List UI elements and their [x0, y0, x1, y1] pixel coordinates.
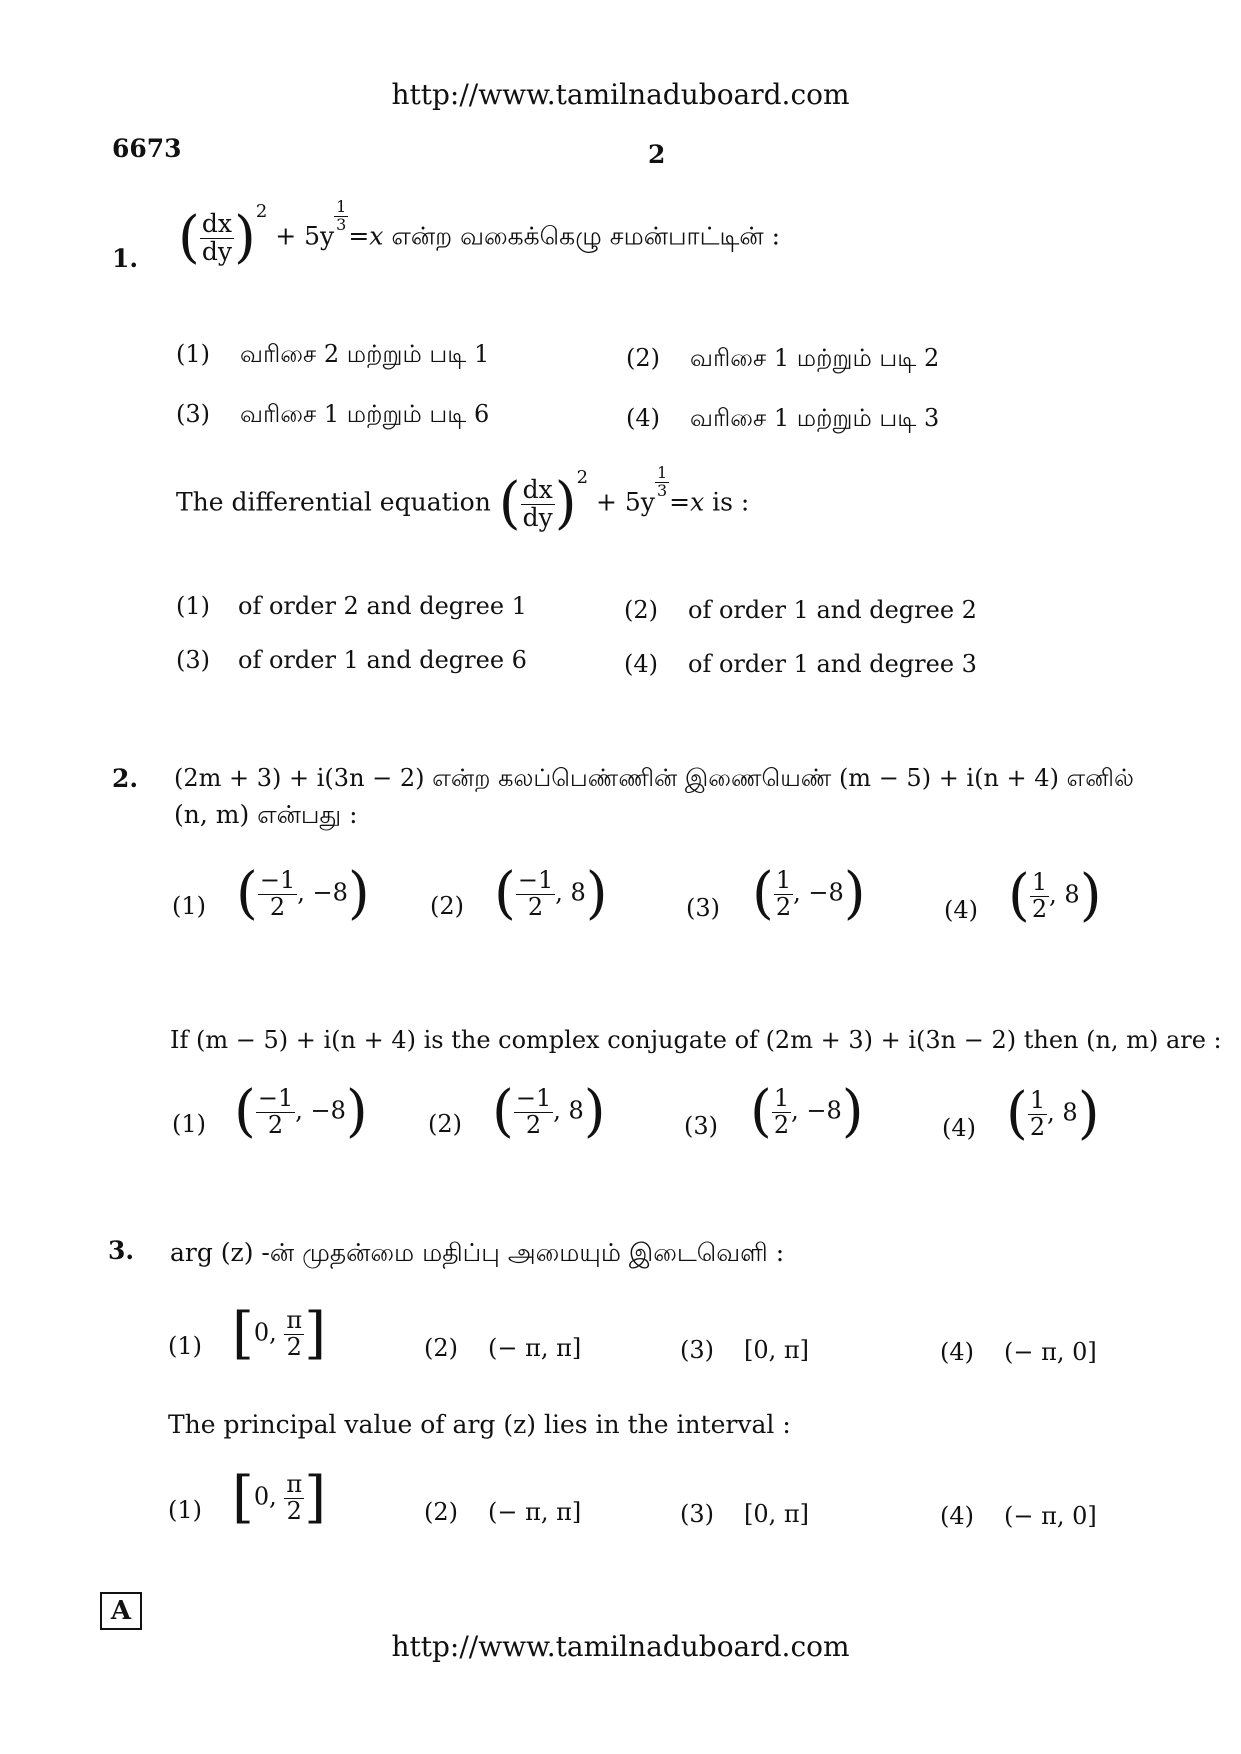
q2-t-opt3-label: (3) — [686, 894, 720, 922]
q2-e-opt4: ( $\frac{1}{2}$ , 8) — [1006, 1081, 1100, 1146]
q1-tamil-tail: என்ற வகைக்கெழு சமன்பாட்டின் : — [391, 221, 781, 251]
q2-e-opt3: ( $\frac{1}{2}$ , −8) — [750, 1079, 864, 1144]
q3-e-opt3: [0, π] — [744, 1500, 810, 1528]
q1-t-opt4-label: (4) — [626, 404, 660, 432]
q3-e-opt1: [0, $\frac{\pi}{2}$ ] — [232, 1465, 327, 1530]
q1-t-opt1: வரிசை 2 மற்றும் படி 1 — [240, 340, 490, 368]
q1-e-opt3: of order 1 and degree 6 — [238, 646, 527, 674]
q2-t-opt3: ( $\frac{1}{2}$ , −8) — [752, 861, 866, 926]
q2-e-opt2: ( $\frac{-1}{2}$ , 8) — [492, 1079, 606, 1144]
q3-t-opt4: (− π, 0] — [1004, 1338, 1097, 1366]
q2-e-opt4-label: (4) — [942, 1114, 976, 1142]
q1-t-opt3: வரிசை 1 மற்றும் படி 6 — [240, 400, 490, 428]
q2-t-opt4: ( $\frac{1}{2}$ , 8) — [1008, 863, 1102, 928]
q1-t-opt2-label: (2) — [626, 344, 660, 372]
q3-t-opt1: [0, $\frac{\pi}{2}$ ] — [232, 1301, 327, 1366]
paren-left: ( — [178, 205, 200, 270]
q2-number: 2. — [112, 764, 139, 793]
footer-url: http://www.tamilnaduboard.com — [391, 1630, 850, 1663]
q2-english-stem: If (m − 5) + i(n + 4) is the complex conjugate of (2m + 3) + i(3n − 2) then (n, m) are : — [170, 1026, 1222, 1054]
q3-t-opt3-label: (3) — [680, 1336, 714, 1364]
q3-e-opt3-label: (3) — [680, 1500, 714, 1528]
q2-tamil-line2: (n, m) என்பது : — [174, 800, 358, 829]
q3-t-opt2-label: (2) — [424, 1334, 458, 1362]
q3-t-opt2: (− π, π] — [488, 1334, 582, 1362]
q2-t-opt2: ( $\frac{-1}{2}$ , 8) — [494, 861, 608, 926]
q1-e-opt4-label: (4) — [624, 650, 658, 678]
q2-t-opt4-label: (4) — [944, 896, 978, 924]
q3-e-opt1-label: (1) — [168, 1496, 202, 1524]
q1-derivative: $\frac{dx}{dy}$ — [201, 209, 232, 266]
q1-t-opt3-label: (3) — [176, 400, 210, 428]
q1-e-opt3-label: (3) — [176, 646, 210, 674]
q3-english-stem: The principal value of arg (z) lies in the interval : — [168, 1410, 791, 1439]
q2-e-opt3-label: (3) — [684, 1112, 718, 1140]
q3-number: 3. — [108, 1236, 135, 1265]
page-number: 2 — [648, 140, 666, 169]
q1-t-opt1-label: (1) — [176, 340, 210, 368]
q1-e-opt2-label: (2) — [624, 596, 658, 624]
q1-t-opt4: வரிசை 1 மற்றும் படி 3 — [690, 404, 940, 432]
q2-e-opt1: ( $\frac{-1}{2}$ , −8) — [234, 1079, 368, 1144]
q2-e-opt2-label: (2) — [428, 1110, 462, 1138]
q3-t-opt3: [0, π] — [744, 1336, 810, 1364]
q2-t-opt1: ( $\frac{-1}{2}$ , −8) — [236, 861, 370, 926]
q1-t-opt2: வரிசை 1 மற்றும் படி 2 — [690, 344, 940, 372]
q3-t-opt4-label: (4) — [940, 1338, 974, 1366]
q3-e-opt2: (− π, π] — [488, 1498, 582, 1526]
q3-e-opt4: (− π, 0] — [1004, 1502, 1097, 1530]
q3-e-opt2-label: (2) — [424, 1498, 458, 1526]
q2-tamil-line1: (2m + 3) + i(3n − 2) என்ற கலப்பெண்ணின் இணையெண் (m − 5) + i(n + 4) எனில் — [174, 764, 1134, 792]
q1-e-opt2: of order 1 and degree 2 — [688, 596, 977, 624]
q3-tamil-stem: arg (z) -ன் முதன்மை மதிப்பு அமையும் இடைவெளி : — [170, 1238, 785, 1267]
q1-tamil-stem: ( $\frac{dx}{dy}$ )$^2$ + 5y $\frac{1}{3}$ =x என்ற வகைக்கெழு சமன்பாட்டின் : — [178, 196, 781, 270]
paren-right: ) — [233, 205, 256, 270]
q2-e-opt1-label: (1) — [172, 1110, 206, 1138]
booklet-series-box: A — [100, 1592, 142, 1630]
q1-e-opt1: of order 2 and degree 1 — [238, 592, 527, 620]
q2-t-opt2-label: (2) — [430, 892, 464, 920]
q3-e-opt4-label: (4) — [940, 1502, 974, 1530]
q1-e-opt1-label: (1) — [176, 592, 210, 620]
header-url: http://www.tamilnaduboard.com — [391, 78, 850, 111]
q1-e-opt4: of order 1 and degree 3 — [688, 650, 977, 678]
q2-t-opt1-label: (1) — [172, 892, 206, 920]
paper-code: 6673 — [112, 134, 182, 163]
q3-t-opt1-label: (1) — [168, 1332, 202, 1360]
q1-english-stem: The differential equation ( $\frac{dx}{dy}$ )$^2$ + 5y $\frac{1}{3}$ =x is : — [176, 462, 750, 536]
q1-number: 1. — [112, 244, 139, 273]
